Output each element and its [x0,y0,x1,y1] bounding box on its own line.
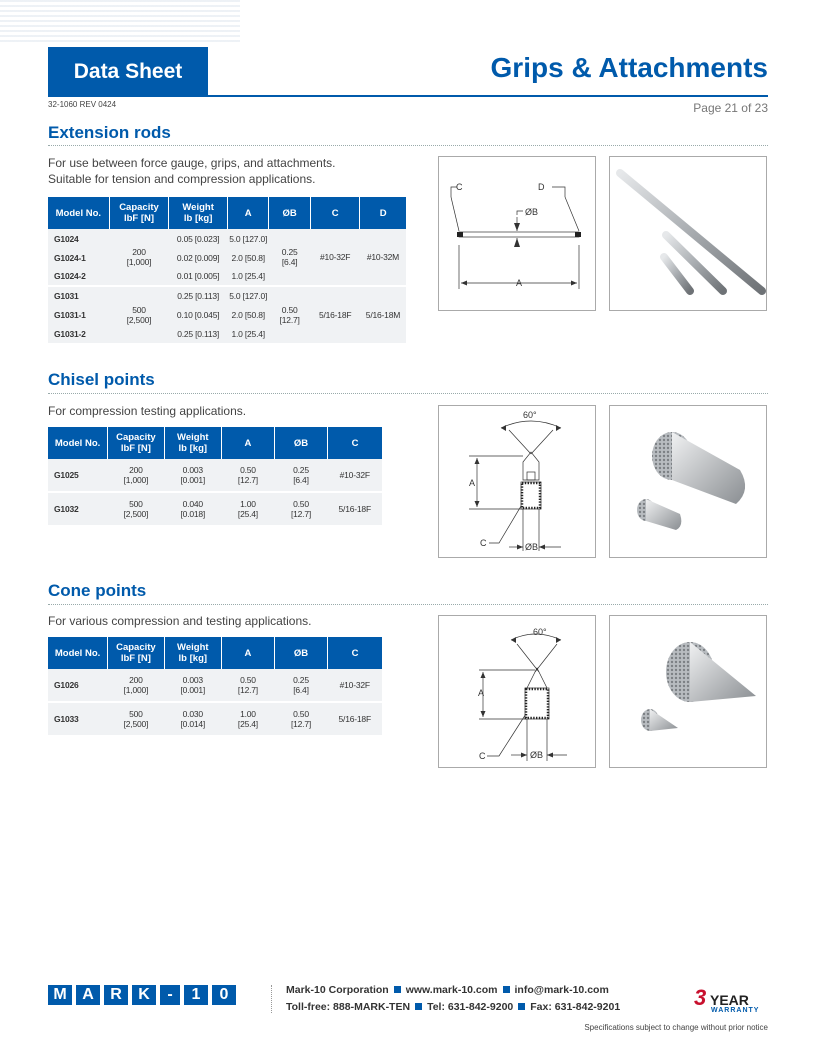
table-row [48,229,406,248]
col-header: Model No. [48,637,108,669]
chisel-points-photo [609,405,767,558]
dim-label-a: A [469,478,476,488]
extension-table [48,197,406,343]
col-header: Capacity lbF [N] [109,197,169,229]
disclaimer: Specifications subject to change without prior notice [584,1023,768,1032]
footer-contact-line1: Mark-10 Corporation www.mark-10.com info@mark-10.com [286,984,609,996]
extension-drawing [438,156,596,311]
table-cell: G1031-1 [48,305,109,324]
section-title-chisel: Chisel points [48,370,155,389]
dim-label-b: ØB [530,750,544,760]
col-header: A [227,197,268,229]
col-header: ØB [269,197,310,229]
section-title-cone: Cone points [48,581,147,600]
table-cell: #10-32F [328,459,383,492]
col-header: Model No. [48,427,108,459]
dim-label-a: A [478,688,485,698]
table-cell: 0.25 [6.4] [269,229,310,286]
chisel-table [48,427,382,525]
section-title-extension: Extension rods [48,123,171,142]
table-cell: 0.25 [0.113] [169,324,228,343]
table-cell: G1033 [48,702,108,735]
col-header: Capacity lbF [N] [108,427,165,459]
table-cell: 1.0 [25.4] [227,267,268,286]
table-cell: 0.50 [12.7] [274,492,327,525]
table-cell: 200 [1,000] [109,229,169,286]
table-cell: G1024-2 [48,267,109,286]
extension-rods-photo [609,156,767,311]
col-header: D [360,197,406,229]
col-header: A [221,427,274,459]
logo-letter: - [160,985,180,1005]
col-header: A [221,637,274,669]
table-cell: 0.50 [12.7] [221,459,274,492]
footer-contact-line2: Toll-free: 888-MARK-TEN Tel: 631-842-9200 Fax: 631-842-9201 [286,1001,621,1013]
table-cell: 0.05 [0.023] [169,229,228,248]
table-cell: 0.50 [12.7] [221,669,274,702]
dim-label-c: C [456,182,463,192]
table-cell: 0.50 [12.7] [274,702,327,735]
cone-drawing [438,615,596,768]
angle-label: 60° [523,410,537,420]
table-cell: G1032 [48,492,108,525]
table-cell: 5/16-18M [360,286,406,343]
table-cell: 200 [1,000] [108,459,165,492]
table-cell: #10-32F [310,229,360,286]
table-cell: 500 [2,500] [109,286,169,343]
dim-label-c: C [479,751,486,761]
table-cell: 5.0 [127.0] [227,229,268,248]
col-header: C [310,197,360,229]
extension-description: For use between force gauge, grips, and attachments. Suitable for tension and compression applications. [48,156,336,186]
table-cell: 0.25 [0.113] [169,286,228,305]
table-cell: G1031 [48,286,109,305]
table-cell: 0.01 [0.005] [169,267,228,286]
section-divider [48,145,768,146]
section-divider [48,393,768,394]
table-cell: 0.003 [0.001] [164,669,221,702]
page-title: Grips & Attachments [490,52,768,83]
col-header: C [328,637,383,669]
logo-letter: M [48,985,72,1005]
dim-label-b: ØB [525,542,539,552]
table-cell: 2.0 [50.8] [227,248,268,267]
dim-label-d: D [538,182,545,192]
table-cell: 2.0 [50.8] [227,305,268,324]
angle-label: 60° [533,627,547,637]
table-cell: 0.003 [0.001] [164,459,221,492]
table-cell: G1026 [48,669,108,702]
table-cell: 1.00 [25.4] [221,492,274,525]
page-number: Page 21 of 23 [693,101,768,115]
table-cell: #10-32F [328,669,383,702]
col-header: ØB [274,637,327,669]
col-header: Weight lb [kg] [164,427,221,459]
table-cell: 5/16-18F [328,492,383,525]
warranty-badge: 3 YEAR WARRANTY [694,985,760,1014]
table-cell: 500 [2,500] [108,492,165,525]
dim-label-b: ØB [525,207,539,217]
logo-letter: A [76,985,100,1005]
revision-code: 32-1060 REV 0424 [48,100,117,109]
col-header: Weight lb [kg] [169,197,228,229]
logo-letter: 0 [212,985,236,1005]
table-cell: 0.25 [6.4] [274,459,327,492]
table-cell: #10-32M [360,229,406,286]
dim-label-c: C [480,538,487,548]
table-row [48,702,382,735]
cone-points-photo [609,615,767,768]
table-row [48,459,382,492]
table-cell: G1024-1 [48,248,109,267]
table-cell: G1031-2 [48,324,109,343]
table-cell: 0.02 [0.009] [169,248,228,267]
doc-type-tab: Data Sheet [48,47,208,95]
header-stripes [0,0,240,44]
section-divider [48,604,768,605]
table-cell: 5.0 [127.0] [227,286,268,305]
table-cell: 5/16-18F [310,286,360,343]
cone-table [48,637,382,735]
mark10-logo [48,985,236,1005]
table-cell: 500 [2,500] [108,702,165,735]
col-header: ØB [274,427,327,459]
header-rule [48,95,768,97]
table-cell: 1.00 [25.4] [221,702,274,735]
chisel-drawing [438,405,596,558]
table-row [48,492,382,525]
cone-description: For various compression and testing applications. [48,614,312,628]
table-cell: 5/16-18F [328,702,383,735]
table-row [48,286,406,305]
footer-divider [271,985,272,1013]
table-cell: 200 [1,000] [108,669,165,702]
logo-letter: 1 [184,985,208,1005]
table-cell: 0.040 [0.018] [164,492,221,525]
table-cell: G1024 [48,229,109,248]
logo-letter: K [132,985,156,1005]
col-header: Model No. [48,197,109,229]
table-cell: 0.50 [12.7] [269,286,310,343]
col-header: C [328,427,383,459]
table-cell: 1.0 [25.4] [227,324,268,343]
dim-label-a: A [516,278,523,288]
table-cell: 0.10 [0.045] [169,305,228,324]
logo-letter: R [104,985,128,1005]
table-cell: 0.030 [0.014] [164,702,221,735]
table-cell: G1025 [48,459,108,492]
table-row [48,669,382,702]
table-cell: 0.25 [6.4] [274,669,327,702]
chisel-description: For compression testing applications. [48,404,247,418]
col-header: Capacity lbF [N] [108,637,165,669]
col-header: Weight lb [kg] [164,637,221,669]
